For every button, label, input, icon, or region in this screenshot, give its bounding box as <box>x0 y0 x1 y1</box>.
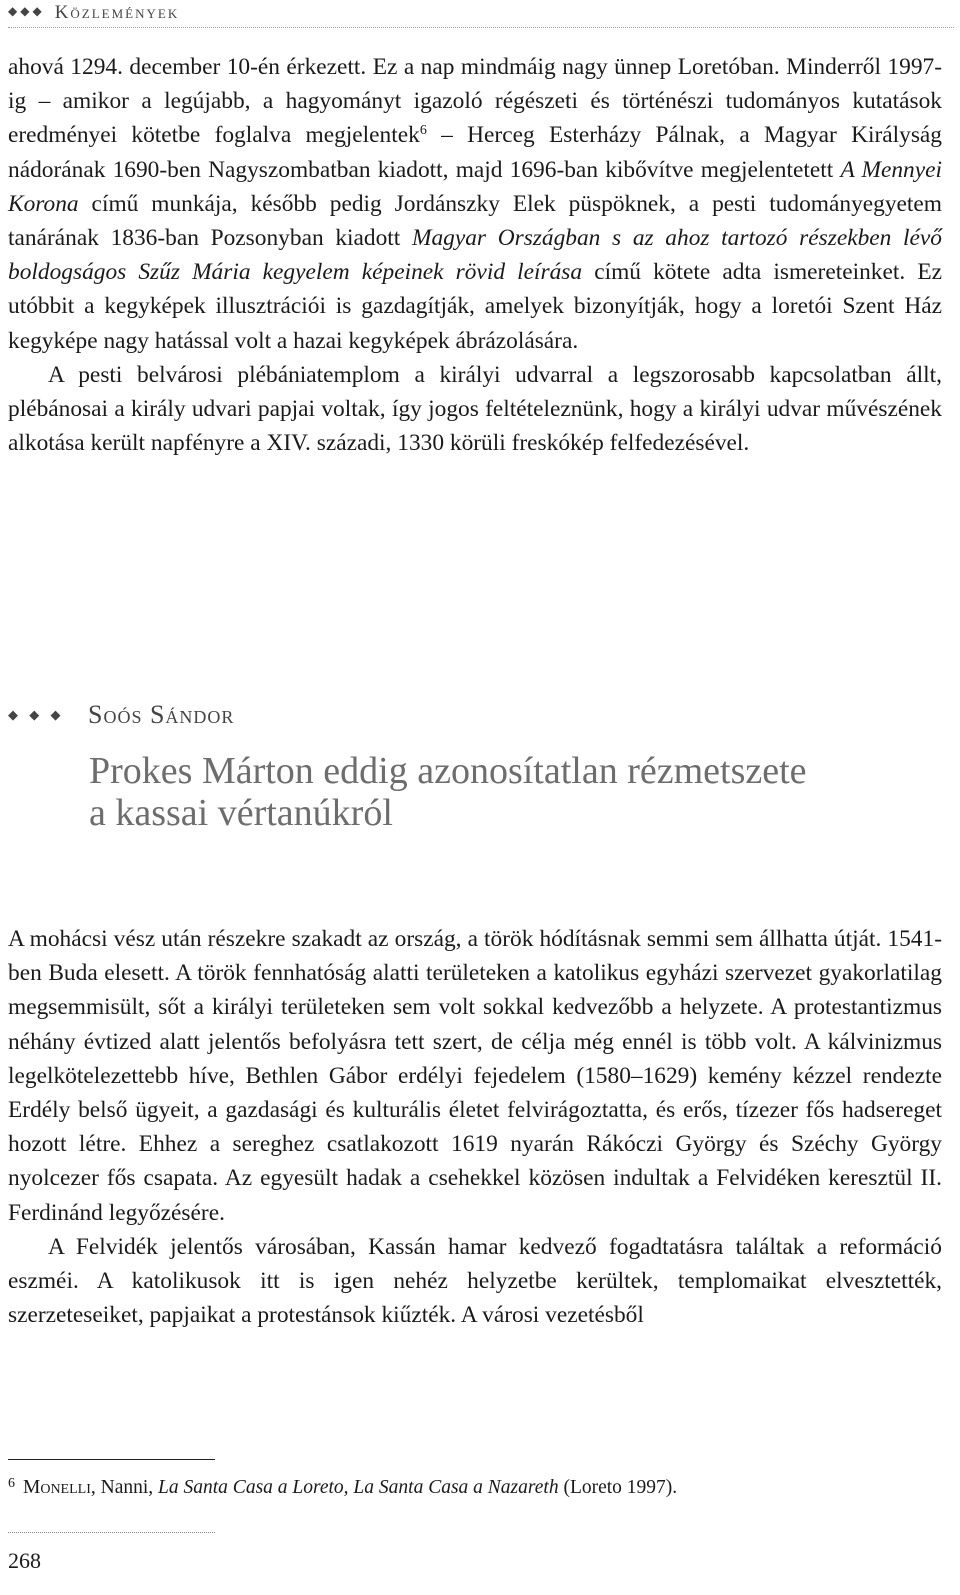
ornament-diamonds-icon: ◆◆◆ <box>8 4 45 18</box>
footnote-reference: 6 <box>419 123 427 139</box>
text-run: – Herceg Esterházy Pálnak, a Magyar Királyság nádorának 1690-ben Nagyszombatban kiadott, majd 1696-ban kibővítve megjelentetett <box>8 122 943 183</box>
footnote-number: 6 <box>8 1476 15 1491</box>
article-author-line <box>8 700 235 730</box>
article-title-line: Prokes Márton eddig azonosítatlan rézmetszete <box>89 750 807 792</box>
italic-title-run: Magyar Országban s az ahoz tartozó részekben lévő boldogságos Szűz Mária kegyelem képeinek rövid leírása <box>8 225 942 286</box>
footnote-rule <box>8 1459 215 1460</box>
text-run: A pesti belvárosi plébániatemplom a királyi udvarral a legszorosabb kapcsolatban állt, plébánosai a király udvari papjai voltak, így jogos feltételeznünk, hogy a királyi udvar művészének alkotása került napfényre a XIV. századi, 1330 körüli freskókép felfedezésével. <box>8 361 942 457</box>
article-body-text <box>8 922 942 1332</box>
article-author: Soós Sándor <box>88 700 235 729</box>
paragraph <box>8 1230 942 1333</box>
article-title-line: a kassai vértanúkról <box>89 792 393 834</box>
page-number: 268 <box>8 1548 41 1573</box>
footnote-author: Monelli <box>23 1477 91 1498</box>
text-run: című munkája, később pedig Jordánszky Elek püspöknek, a pesti tudományegyetem tanárának 1836-ban Pozsonyban kiadott <box>8 190 942 252</box>
paragraph <box>8 358 942 461</box>
footnote-title: La Santa Casa a Loreto, La Santa Casa a Nazareth <box>158 1477 559 1498</box>
footnote-text: , Nanni, <box>90 1477 159 1498</box>
text-run: című kötete adta ismereteinket. Ez utóbbit a kegyképek illusztrációi is gazdagítják, amelyek bizonyítják, hogy a loretói Szent Ház kegyképe nagy hatással volt a hazai kegyképek ábrázolására. <box>8 259 942 354</box>
footer-dotted-rule <box>8 1532 215 1533</box>
header-dotted-rule <box>8 27 954 28</box>
paragraph <box>8 922 942 1230</box>
text-run: A mohácsi vész után részekre szakadt az ország, a török hódításnak semmi sem állhatta útját. 1541-ben Buda elesett. A török fennhatóság alatti területeken a katolikus egyházi szervezet gyakorlatilag megsemmisült, sőt a királyi területeken sem volt sokkal kedvezőbb a helyzete. A protestantizmus néhány évtized alatt jelentős befolyásra tett szert, de célja még ennél is több volt. A kálvinizmus legelkötelezettebb híve, Bethlen Gábor erdélyi fejedelem (1580–1629) kemény kézzel rendezte Erdély belső ügyeit, a gazdasági és kulturális életet felvirágoztatta, és erős, tízezer fős hadsereget hozott létre. Ehhez a sereghez csatlakozott 1619 nyarán Rákóczi György és Széchy György nyolcezer fős csapata. Az egyesült hadak a csehekkel közösen indultak a Felvidéken keresztül II. Ferdinánd legyőzésére. <box>8 926 942 1226</box>
paragraph <box>8 50 942 358</box>
running-header <box>8 2 179 24</box>
footnote <box>8 1471 677 1501</box>
text-run: ahová 1294. december 10-én érkezett. Ez a nap mindmáig nagy ünnep Loretóban. Minderről 1997-ig – amikor a legújabb, a hagyományt igazoló régészeti és történészi tudományos kutatások eredményei kötetbe foglalva megjelentek <box>8 54 942 149</box>
footnote-text: (Loreto 1997). <box>558 1477 678 1498</box>
article-title <box>89 750 929 834</box>
section-title: Közlemények <box>54 2 180 23</box>
text-run: A Felvidék jelentős városában, Kassán hamar kedvező fogadtatásra találtak a reformáció eszméi. A katolikusok itt is igen nehéz helyzetbe kerültek, templomaikat elvesztették, szerzeteseiket, papjaikat a protestánsok kiűzték. A városi vezetésből <box>8 1233 942 1329</box>
body-text-continued <box>8 50 942 460</box>
ornament-diamonds-icon: ◆ ◆ ◆ <box>8 707 65 722</box>
italic-title-run: A Mennyei Korona <box>8 156 943 217</box>
